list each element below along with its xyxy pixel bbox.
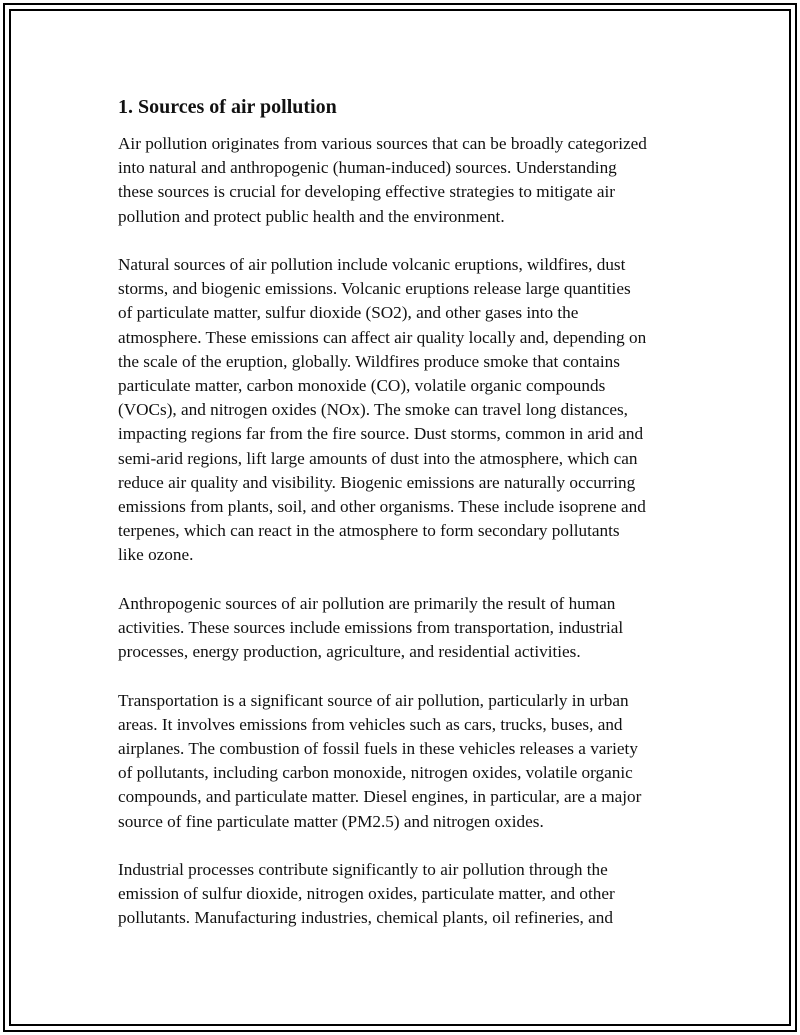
paragraph-line: emission of sulfur dioxide, nitrogen oxides, particulate matter, and other <box>118 884 615 904</box>
body-paragraph <box>118 689 698 834</box>
paragraph-line: the scale of the eruption, globally. Wildfires produce smoke that contains <box>118 351 620 371</box>
paragraph-line: pollution and protect public health and the environment. <box>118 206 505 226</box>
paragraph-line: Anthropogenic sources of air pollution are primarily the result of human <box>118 593 616 613</box>
paragraph-line: of pollutants, including carbon monoxide, nitrogen oxides, volatile organic <box>118 763 633 783</box>
paragraph-line: processes, energy production, agriculture, and residential activities. <box>118 642 581 662</box>
paragraph-line: semi-arid regions, lift large amounts of dust into the atmosphere, which can <box>118 448 638 468</box>
paragraph-container <box>118 132 698 931</box>
paragraph-line: impacting regions far from the fire source. Dust storms, common in arid and <box>118 424 644 444</box>
body-paragraph <box>118 132 698 229</box>
body-paragraph <box>118 592 698 665</box>
paragraph-line: these sources is crucial for developing effective strategies to mitigate air <box>118 182 615 202</box>
paragraph-line: reduce air quality and visibility. Biogenic emissions are naturally occurring <box>118 472 636 492</box>
paragraph-line: Air pollution originates from various sources that can be broadly categorized <box>118 134 647 153</box>
paragraph-line: Transportation is a significant source of air pollution, particularly in urban <box>118 690 629 710</box>
section-heading: 1. Sources of air pollution <box>118 96 337 118</box>
paragraph-line: terpenes, which can react in the atmosphere to form secondary pollutants <box>118 521 620 541</box>
paragraph-line: compounds, and particulate matter. Diesel engines, in particular, are a major <box>118 787 642 807</box>
document-body <box>118 94 698 955</box>
paragraph-line: Natural sources of air pollution include volcanic eruptions, wildfires, dust <box>118 255 626 274</box>
paragraph-line: particulate matter, carbon monoxide (CO), volatile organic compounds <box>118 376 606 396</box>
paragraph-line: pollutants. Manufacturing industries, chemical plants, oil refineries, and <box>118 908 613 928</box>
paragraph-line: into natural and anthropogenic (human-induced) sources. Understanding <box>118 158 617 178</box>
paragraph-line: storms, and biogenic emissions. Volcanic eruptions release large quantities <box>118 279 631 299</box>
paragraph-line: activities. These sources include emissions from transportation, industrial <box>118 618 624 638</box>
paragraph-line: airplanes. The combustion of fossil fuels in these vehicles releases a variety <box>118 739 638 759</box>
paragraph-line: like ozone. <box>118 545 194 565</box>
paragraph-line: of particulate matter, sulfur dioxide (SO2), and other gases into the <box>118 303 579 323</box>
paragraph-line: source of fine particulate matter (PM2.5) and nitrogen oxides. <box>118 811 544 831</box>
paragraph-line: emissions from plants, soil, and other organisms. These include isoprene and <box>118 497 646 517</box>
paragraph-line: areas. It involves emissions from vehicles such as cars, trucks, buses, and <box>118 714 623 734</box>
paragraph-line: (VOCs), and nitrogen oxides (NOx). The smoke can travel long distances, <box>118 400 628 420</box>
paragraph-line: atmosphere. These emissions can affect air quality locally and, depending on <box>118 327 647 347</box>
body-paragraph <box>118 253 698 568</box>
paragraph-line: Industrial processes contribute significantly to air pollution through the <box>118 860 608 880</box>
body-paragraph <box>118 858 698 931</box>
